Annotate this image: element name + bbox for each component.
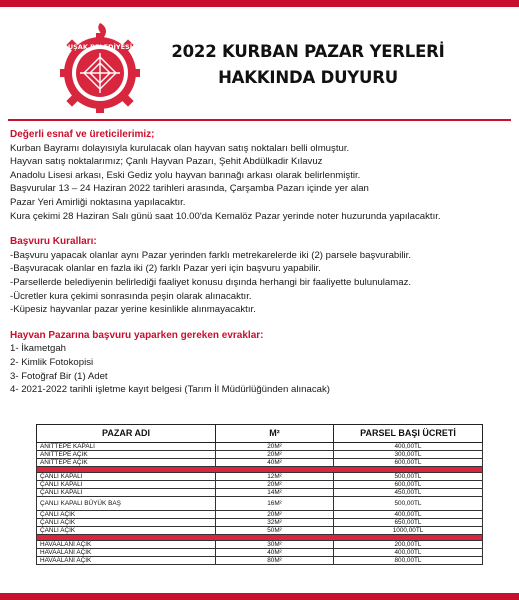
cell-area: 40M² [216,459,334,467]
table-row [37,549,483,557]
cell-area: 50M² [216,527,334,535]
cell-market: ÇANLI KAPALI [37,481,216,489]
table-row [37,541,483,549]
cell-area: 12M² [216,473,334,481]
announcement-body [10,128,515,397]
cell-area: 32M² [216,519,334,527]
price-table [36,424,483,565]
cell-market: ÇANLI AÇIK [37,527,216,535]
cell-price: 500,00TL [334,473,483,481]
header-price: PARSEL BAŞI ÜCRETİ [334,425,483,443]
intro-line: Hayvan satış noktalarımız; Çanlı Hayvan Pazarı, Şehit Abdülkadir Kılavuz [10,156,323,168]
document-item: 1- İkametgah [10,343,66,355]
table-row [37,481,483,489]
table-row [37,443,483,451]
cell-area: 16M² [216,497,334,511]
cell-price: 600,00TL [334,481,483,489]
cell-area: 20M² [216,451,334,459]
documents-heading: Hayvan Pazarına başvuru yaparken gereken evraklar: [10,329,264,341]
top-red-bar [0,0,519,7]
cell-market: HAVAALANI AÇIK [37,549,216,557]
cell-market: ANITTEPE KAPALI [37,443,216,451]
rule-item: -Başvuru yapacak olanlar aynı Pazar yerinden farklı metrekarelerde iki (2) parsele başvurabilir. [10,249,411,261]
rule-item: -Parsellerde belediyenin belirlediği faaliyet konusu dışında herhangi bir faaliyette bulunulamaz. [10,276,412,288]
cell-market: ÇANLI AÇIK [37,519,216,527]
cell-market: HAVAALANI AÇIK [37,557,216,565]
table-row [37,557,483,565]
cell-area: 80M² [216,557,334,565]
cell-market: HAVAALANI AÇIK [37,541,216,549]
title-line-1: 2022 KURBAN PAZAR YERLERİ [171,42,445,61]
table-header-row [37,425,483,443]
table-row [37,527,483,535]
document-item: 3- Fotoğraf Bir (1) Adet [10,370,108,382]
cell-price: 650,00TL [334,519,483,527]
cell-price: 400,00TL [334,549,483,557]
cell-market: ÇANLI KAPALI BÜYÜK BAŞ [37,497,216,511]
header-divider [8,119,511,121]
intro-line: Pazar Yeri Amirliği noktasına yapılacaktır. [10,196,186,208]
cell-market: ANITTEPE AÇIK [37,451,216,459]
cell-area: 20M² [216,443,334,451]
cell-market: ÇANLI AÇIK [37,511,216,519]
cell-price: 200,00TL [334,541,483,549]
intro-line: Başvurular 13 – 24 Haziran 2022 tarihleri arasında, Çarşamba Pazarı içinde yer alan [10,183,369,195]
document-item: 4- 2021-2022 tarihli işletme kayıt belgesi (Tarım İl Müdürlüğünden alınacak) [10,384,330,396]
bottom-red-bar [0,593,519,600]
cell-price: 800,00TL [334,557,483,565]
usak-municipality-logo [50,19,150,119]
table-row [37,489,483,497]
table-row [37,497,483,511]
header-area: M² [216,425,334,443]
title-line-2: HAKKINDA DUYURU [218,68,398,87]
cell-price: 400,00TL [334,443,483,451]
cell-market: ANITTEPE AÇIK [37,459,216,467]
cell-price: 1000,00TL [334,527,483,535]
cell-price: 300,00TL [334,451,483,459]
table-row [37,519,483,527]
table-row [37,451,483,459]
cell-area: 20M² [216,481,334,489]
cell-area: 30M² [216,541,334,549]
cell-price: 450,00TL [334,489,483,497]
table-row [37,511,483,519]
rules-heading: Başvuru Kuralları: [10,236,97,248]
rule-item: -Küpesiz hayvanlar pazar yerine kesinlikle alınmayacaktır. [10,304,256,316]
cell-area: 40M² [216,549,334,557]
table-row [37,473,483,481]
intro-line: Anadolu Lisesi arkası, Eski Gediz yolu hayvan barınağı arkası olarak belirlenmiştir. [10,169,361,181]
cell-price: 400,00TL [334,511,483,519]
cell-market: ÇANLI KAPALI [37,489,216,497]
cell-price: 500,00TL [334,497,483,511]
rule-item: -Başvuracak olanlar en fazla iki (2) farklı Pazar yeri için başvuru yapabilir. [10,263,321,275]
cell-price: 600,00TL [334,459,483,467]
cell-area: 20M² [216,511,334,519]
rule-item: -Ücretler kura çekimi sonrasında peşin olarak alınacaktır. [10,290,252,302]
intro-heading: Değerli esnaf ve üreticilerimiz; [10,129,155,140]
logo-text: UŞAK BELEDİYESİ [67,43,133,51]
cell-market: ÇANLI KAPALI [37,473,216,481]
intro-line: Kura çekimi 28 Haziran Salı günü saat 10.00'da Kemalöz Pazar yerinde noter huzurunda yapılacaktır. [10,210,441,222]
intro-line: Kurban Bayramı dolayısıyla kurulacak olan hayvan satış noktaları belli olmuştur. [10,142,350,154]
page-title [148,39,468,91]
table-row [37,459,483,467]
header [0,7,519,125]
header-market-name: PAZAR ADI [37,425,216,443]
cell-area: 14M² [216,489,334,497]
document-item: 2- Kimlik Fotokopisi [10,356,94,368]
